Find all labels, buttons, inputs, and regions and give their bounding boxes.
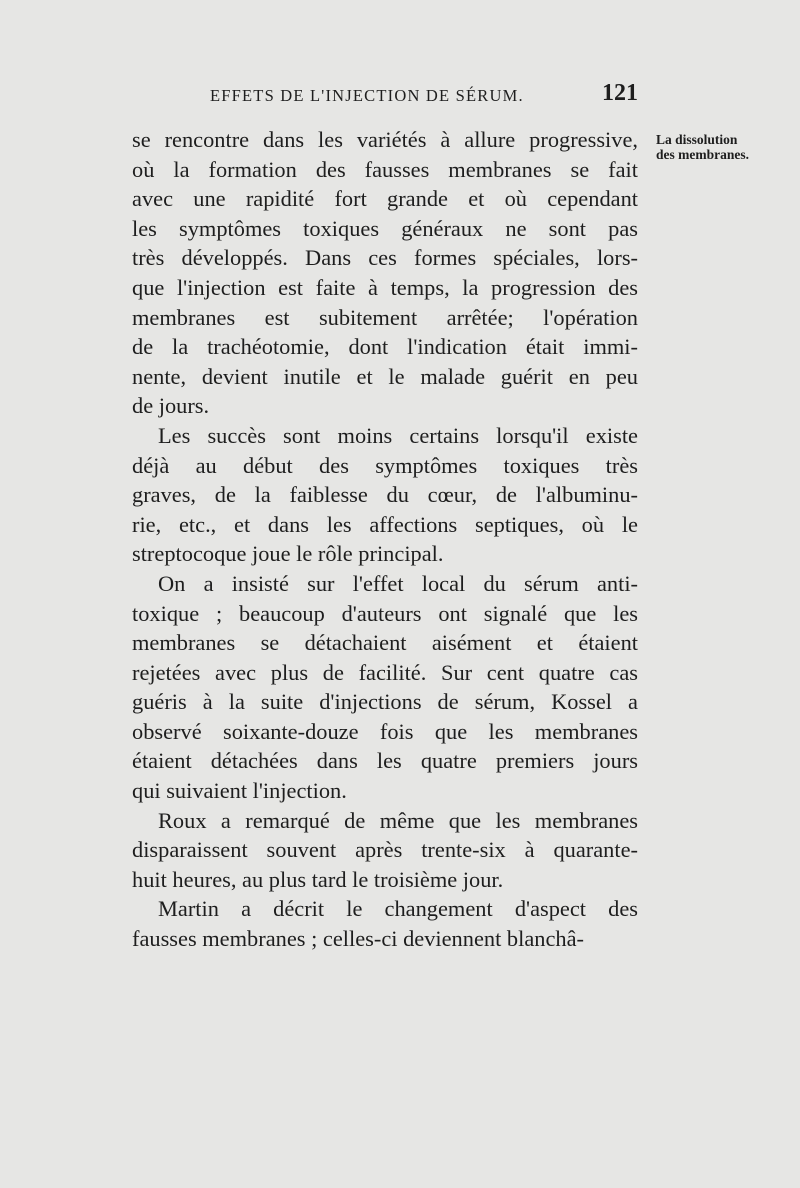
page-number: 121 (602, 80, 638, 106)
text-line: huit heures, au plus tard le troisième jour. (132, 866, 504, 892)
text-line: guéris à la suite d'injections de sérum, Kossel a (132, 689, 638, 715)
text-line: On a insisté sur l'effet local du sérum anti- (158, 570, 638, 596)
text-line: rejetées avec plus de facilité. Sur cent quatre cas (132, 659, 638, 685)
text-line: de la trachéotomie, dont l'indication était immi- (132, 334, 638, 360)
margin-note (656, 132, 796, 162)
text-line: Martin a décrit le changement d'aspect des (158, 896, 638, 922)
paragraph (132, 806, 638, 895)
text-line: se rencontre dans les variétés à allure progressive, (132, 127, 638, 152)
text-line: qui suivaient l'injection. (132, 778, 347, 804)
text-line: étaient détachées dans les quatre premiers jours (132, 748, 638, 774)
text-line: toxique ; beaucoup d'auteurs ont signalé que les (132, 600, 638, 626)
text-line: streptocoque joue le rôle principal. (132, 541, 444, 567)
paragraph (132, 421, 638, 569)
margin-note-line: des membranes. (656, 147, 749, 162)
text-line: Roux a remarqué de même que les membranes (158, 807, 638, 833)
text-line: graves, de la faiblesse du cœur, de l'albuminu- (132, 482, 638, 508)
text-line: déjà au début des symptômes toxiques très (132, 452, 638, 478)
text-line: disparaissent souvent après trente-six à quarante- (132, 837, 638, 863)
text-line: nente, devient inutile et le malade guérit en peu (132, 363, 638, 389)
text-line: où la formation des fausses membranes se fait (132, 156, 638, 182)
text-line: de jours. (132, 393, 210, 419)
text-line: très développés. Dans ces formes spéciales, lors- (132, 245, 638, 271)
text-line: Les succès sont moins certains lorsqu'il existe (158, 422, 638, 448)
margin-note-line: La dissolution (656, 132, 738, 147)
paragraph (132, 894, 638, 953)
text-line: que l'injection est faite à temps, la progression des (132, 274, 638, 300)
text-line: rie, etc., et dans les affections septiques, où le (132, 511, 638, 537)
text-line: avec une rapidité fort grande et où cependant (132, 186, 638, 212)
paragraph (132, 125, 638, 421)
text-line: fausses membranes ; celles-ci deviennent blanchâ- (132, 926, 584, 952)
running-head (210, 80, 638, 110)
text-line: les symptômes toxiques généraux ne sont pas (132, 215, 638, 241)
text-line: membranes se détachaient aisément et étaient (132, 630, 638, 656)
running-title: EFFETS DE L'INJECTION DE SÉRUM. (210, 86, 524, 105)
text-line: observé soixante-douze fois que les membranes (132, 718, 638, 744)
text-line: membranes est subitement arrêtée; l'opération (132, 304, 638, 330)
body-text (132, 125, 638, 954)
paragraph (132, 569, 638, 806)
